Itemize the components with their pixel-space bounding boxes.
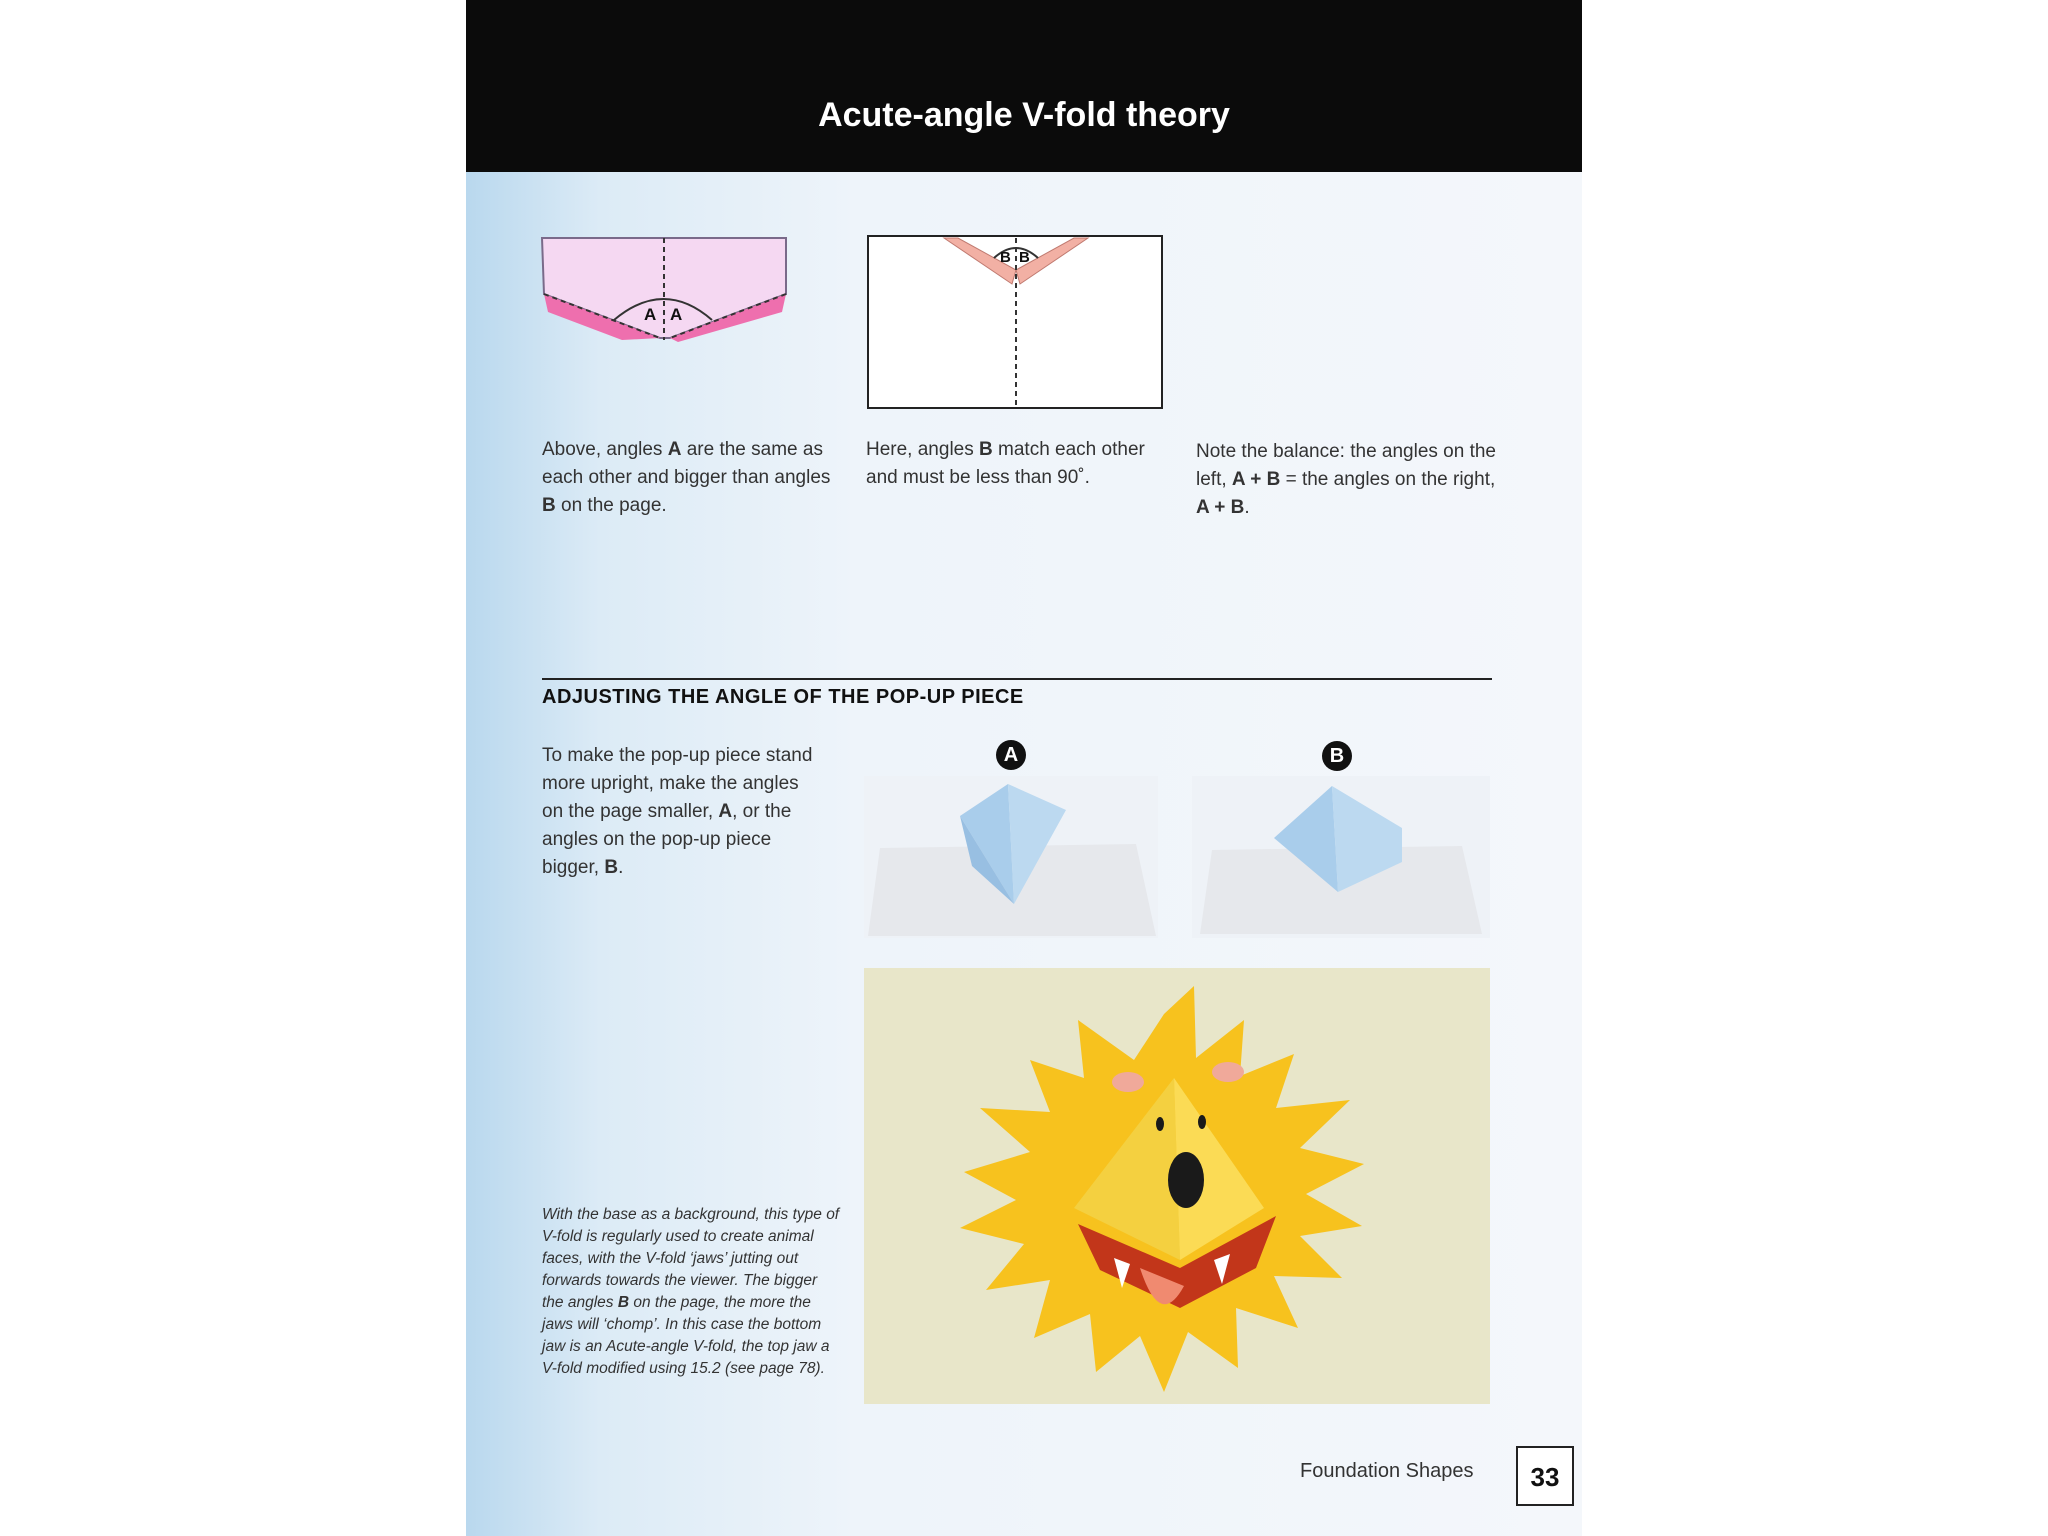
diagram-angles-b	[866, 234, 1166, 412]
label-b-left: B	[1000, 249, 1011, 266]
section-divider	[542, 678, 1492, 680]
label-b-right: B	[1019, 249, 1030, 266]
caption-left: Above, angles A are the same as each other and bigger than angles B on the page.	[542, 439, 831, 516]
lion-caption: With the base as a background, this type of V-fold is regularly used to create animal faces, with the V-fold ‘jaws’ jutting out forwards towards the viewer. The bigger the angles B on the page, the more the jaws will ‘chomp’. In this case the bottom jaw is an Acute-angle V-fold, the top jaw a V-fold modified using 15.2 (see page 78).	[542, 1206, 840, 1377]
book-page	[466, 0, 1582, 1536]
page-number: 33	[1516, 1446, 1574, 1506]
diagram-angles-a	[540, 236, 790, 346]
caption-right: Note the balance: the angles on the left, A + B = the angles on the right, A + B.	[1196, 441, 1497, 518]
lion-ear-left	[1112, 1072, 1144, 1092]
lion-eye-right	[1198, 1115, 1206, 1129]
section-title: ADJUSTING THE ANGLE OF THE POP-UP PIECE	[542, 686, 1024, 708]
page-title: Acute-angle V-fold theory	[818, 96, 1230, 134]
lion-eye-left	[1156, 1117, 1164, 1131]
caption-middle: Here, angles B match each other and must be less than 90˚.	[866, 439, 1145, 488]
popup-photo-a	[864, 776, 1158, 938]
footer-section-label: Foundation Shapes	[1300, 1460, 1474, 1482]
lion-nose	[1168, 1152, 1204, 1208]
badge-b: B	[1322, 741, 1352, 771]
label-a-left: A	[644, 305, 657, 324]
page-header	[466, 0, 1582, 172]
lion-ear-right	[1212, 1062, 1244, 1082]
lion-popup-photo	[864, 968, 1490, 1404]
section-body: To make the pop-up piece stand more upright, make the angles on the page smaller, A, or the angles on the pop-up piece bigger, B.	[542, 745, 813, 878]
label-a-right: A	[670, 305, 683, 324]
popup-photo-b	[1192, 776, 1490, 938]
badge-a: A	[996, 740, 1026, 770]
